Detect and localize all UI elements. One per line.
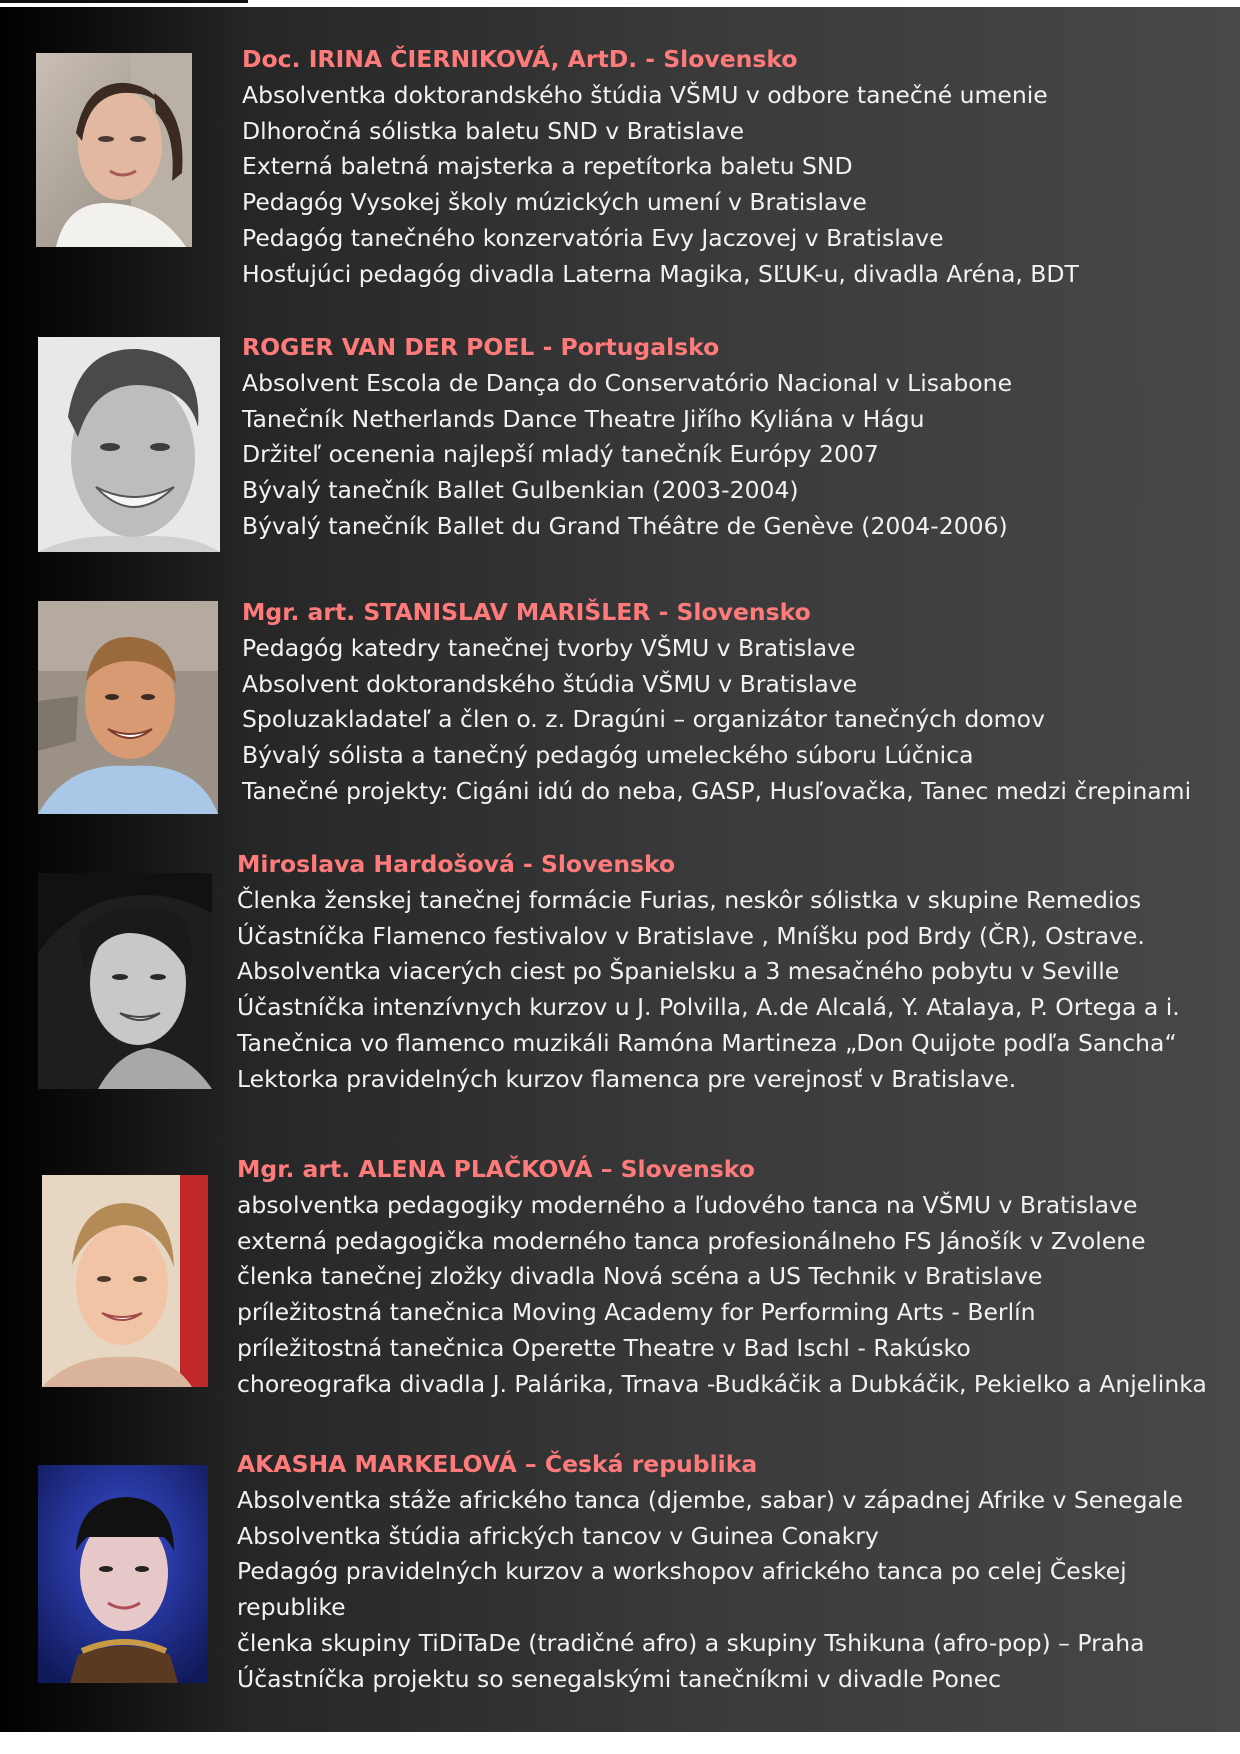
document-page [0,7,1240,1732]
person-name: Mgr. art. STANISLAV MARIŠLER - Slovensko [242,598,811,626]
entry-alena-plackova [237,1152,1207,1403]
bio-line: Absolventka doktorandského štúdia VŠMU v odbore tanečné umenie [242,80,1048,109]
bio-line: Hosťujúci pedagóg divadla Laterna Magika, SĽUK-u, divadla Aréna, BDT [242,259,1079,288]
entry-akasha-markelova [237,1447,1183,1698]
portrait-roger-van-der-poel [38,337,220,552]
bio-line: choreografka divadla J. Palárika, Trnava -Budkáčik a Dubkáčik, Pekielko a Anjelinka [237,1369,1207,1398]
bio-line: príležitostná tanečnica Operette Theatre v Bad Ischl - Rakúsko [237,1333,971,1362]
bio-line: Lektorka pravidelných kurzov flamenca pre verejnosť v Bratislave. [237,1064,1017,1093]
person-name: Mgr. art. ALENA PLAČKOVÁ – Slovensko [237,1155,755,1183]
bio-line: Bývalý tanečník Ballet Gulbenkian (2003-2004) [242,476,799,505]
person-name: Doc. IRINA ČIERNIKOVÁ, ArtD. - Slovensko [242,45,798,73]
bio-line: Bývalý tanečník Ballet du Grand Théâtre de Genève (2004-2006) [242,511,1008,540]
bio-line: Dlhoročná sólistka baletu SND v Bratislave [242,116,745,145]
bio-line: Tanečnica vo flamenco muzikáli Ramóna Martineza „Don Quijote podľa Sancha“ [237,1028,1177,1057]
person-name: Miroslava Hardošová - Slovensko [237,850,676,878]
bio-line: Tanečné projekty: Cigáni idú do neba, GASP, Husľovačka, Tanec medzi črepinami [242,776,1192,805]
bio-line: Účastníčka Flamenco festivalov v Bratislave , Mníšku pod Brdy (ČR), Ostrave. [237,921,1145,950]
bio-line: Bývalý sólista a tanečný pedagóg umeleckého súboru Lúčnica [242,741,974,770]
bio-line: Pedagóg tanečného konzervatória Evy Jaczovej v Bratislave [242,223,944,252]
bio-line: Absolventka štúdia afrických tancov v Guinea Conakry [237,1521,879,1550]
portrait-stanislav-marisler [38,601,218,814]
bio-line: Absolventka viacerých ciest po Španielsku a 3 mesačného pobytu v Seville [237,957,1120,986]
portrait-irina-ciernikova [36,53,192,247]
entry-roger-van-der-poel [242,330,1012,545]
bio-line: republike [237,1593,346,1622]
bio-line: externá pedagogička moderného tanca profesionálneho FS Jánošík v Zvolene [237,1226,1146,1255]
bio-line: Členka ženskej tanečnej formácie Furias, neskôr sólistka v skupine Remedios [237,885,1142,914]
entry-miroslava-hardosova [237,847,1180,1098]
top-rule [0,0,248,3]
bio-line: Pedagóg Vysokej školy múzických umení v Bratislave [242,188,867,217]
bio-line: členka tanečnej zložky divadla Nová scéna a US Technik v Bratislave [237,1262,1043,1291]
entry-irina-ciernikova [242,42,1079,293]
bio-line: Účastníčka projektu so senegalskými tanečníkmi v divadle Ponec [237,1664,1002,1693]
bio-line: Držiteľ ocenenia najlepší mladý tanečník Európy 2007 [242,440,879,469]
person-name: ROGER VAN DER POEL - Portugalsko [242,333,720,361]
bio-line: Absolventka stáže afrického tanca (djembe, sabar) v západnej Afrike v Senegale [237,1485,1183,1514]
bio-line: Pedagóg katedry tanečnej tvorby VŠMU v Bratislave [242,633,856,662]
bio-line: Spoluzakladateľ a člen o. z. Dragúni – organizátor tanečných domov [242,705,1045,734]
bio-line: členka skupiny TiDiTaDe (tradičné afro) a skupiny Tshikuna (afro-pop) – Praha [237,1628,1145,1657]
bio-line: Pedagóg pravidelných kurzov a workshopov afrického tanca po celej Českej [237,1557,1127,1586]
bio-line: Tanečník Netherlands Dance Theatre Jiřího Kyliána v Hágu [242,404,925,433]
bio-line: absolventka pedagogiky moderného a ľudového tanca na VŠMU v Bratislave [237,1190,1138,1219]
bio-line: Účastníčka intenzívnych kurzov u J. Polvilla, A.de Alcalá, Y. Atalaya, P. Ortega a i. [237,993,1180,1022]
portrait-miroslava-hardosova [38,873,212,1089]
person-name: AKASHA MARKELOVÁ – Česká republika [237,1450,758,1478]
entry-stanislav-marisler [242,595,1191,810]
bio-line: príležitostná tanečnica Moving Academy for Performing Arts - Berlín [237,1298,1036,1327]
bio-line: Externá baletná majsterka a repetítorka baletu SND [242,152,853,181]
portrait-akasha-markelova [38,1465,208,1683]
bio-line: Absolvent doktorandského štúdia VŠMU v Bratislave [242,669,858,698]
portrait-alena-plackova [42,1175,208,1387]
bio-line: Absolvent Escola de Dança do Conservatório Nacional v Lisabone [242,368,1013,397]
